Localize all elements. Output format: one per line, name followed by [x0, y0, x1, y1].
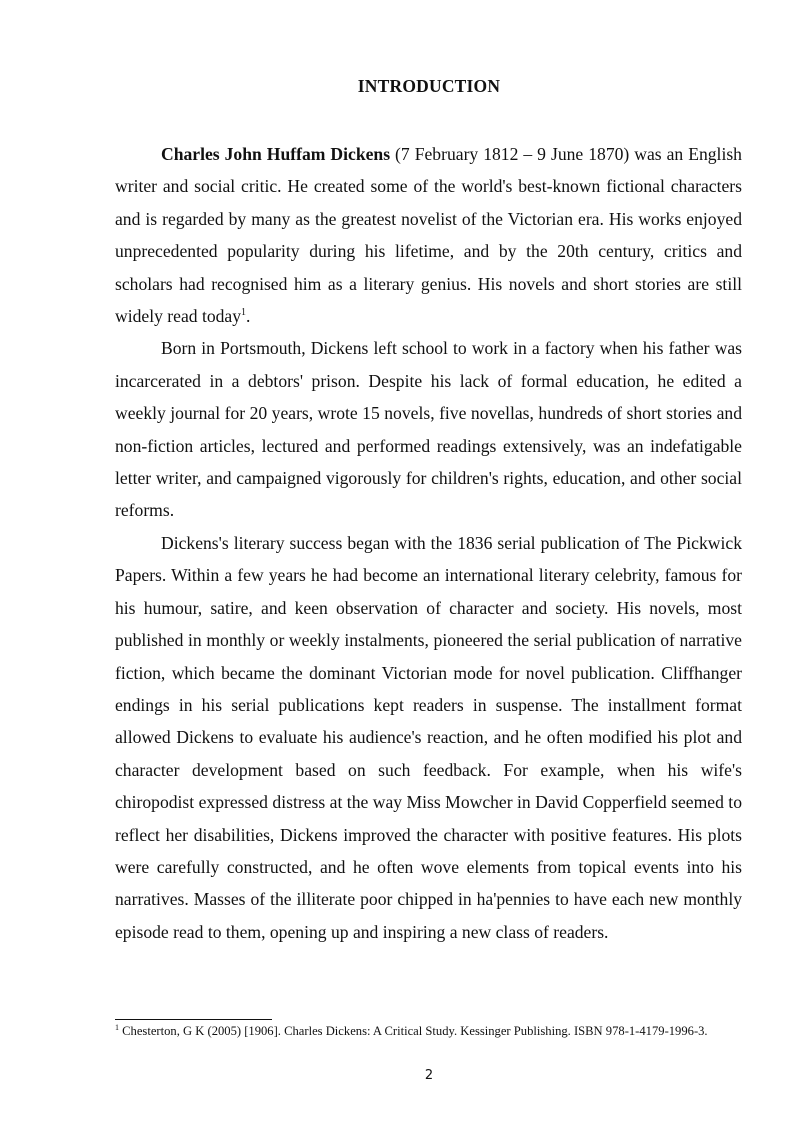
paragraph-2: Born in Portsmouth, Dickens left school to work in a factory when his father was incarcerated in a debtors' prison. Despite his lack of formal education, he edited a weekly journal for 20 years, wrote 15 novels, five novellas, hundreds of short stories and non-fiction articles, lectured and performed readings extensively, was an indefatigable letter writer, and campaigned vigorously for children's rights, education, and other social reforms. — [115, 338, 742, 521]
paragraph-1 — [115, 138, 742, 332]
page-number: 2 — [424, 1068, 434, 1083]
paragraph-1-tail: . — [246, 306, 251, 327]
footnote-divider — [115, 1019, 272, 1020]
footnote-text: Chesterton, G K (2005) [1906]. Charles Dickens: A Critical Study. Kessinger Publishing. ISBN 978-1-4179-1996-3. — [119, 1024, 708, 1038]
paragraph-1-lead: Charles John Huffam Dickens — [161, 144, 391, 164]
footnote — [115, 1023, 742, 1040]
footnote-reference[interactable]: 1 — [241, 307, 247, 319]
paragraph-1-text: (7 February 1812 – 9 June 1870) was an English writer and social critic. He created some of the world's best-known fictional characters and is regarded by many as the greatest novelist of the Victorian era. His works enjoyed unprecedented popularity during his lifetime, and by the 20th century, critics and scholars had recognised him as a literary genius. His novels and short stories are still widely read today — [115, 144, 742, 327]
paragraph-3: Dickens's literary success began with the 1836 serial publication of The Pickwick Papers. Within a few years he had become an international literary celebrity, famous for his humour, satire, and keen observation of character and society. His novels, most published in monthly or weekly instalments, pioneered the serial publication of narrative fiction, which became the dominant Victorian mode for novel publication. Cliffhanger endings in his serial publications kept readers in suspense. The installment format allowed Dickens to evaluate his audience's reaction, and he often modified his plot and character development based on such feedback. For example, when his wife's chiropodist expressed distress at the way Miss Mowcher in David Copperfield seemed to reflect her disabilities, Dickens improved the character with positive features. His plots were carefully constructed, and he often wove elements from topical events into his narratives. Masses of the illiterate poor chipped in ha'pennies to have each new monthly episode read to them, opening up and inspiring a new class of readers. — [115, 532, 742, 942]
body-text — [115, 138, 742, 948]
section-heading: INTRODUCTION — [357, 76, 501, 96]
footnote-marker: 1 — [115, 1022, 119, 1032]
